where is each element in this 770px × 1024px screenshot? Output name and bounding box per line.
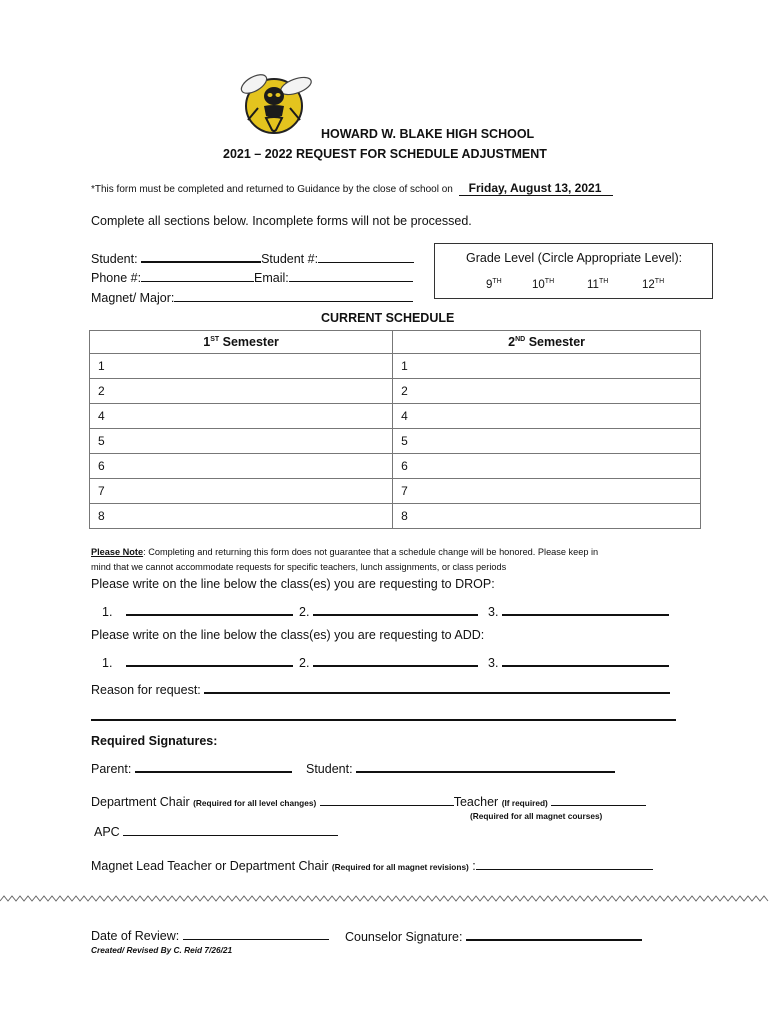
magnet-lead-row: Magnet Lead Teacher or Department Chair (Required for all magnet revisions) : xyxy=(91,858,653,873)
drop-prompt: Please write on the line below the class(es) you are requesting to DROP: xyxy=(91,577,495,591)
semester-2-header: 2ND Semester xyxy=(393,331,701,354)
school-name: HOWARD W. BLAKE HIGH SCHOOL xyxy=(321,127,535,141)
grade-9[interactable]: 9TH xyxy=(486,278,502,291)
student-signature-field[interactable] xyxy=(356,760,615,773)
grade-level-label: Grade Level (Circle Appropriate Level): xyxy=(466,251,683,265)
drop-item-1: 1. xyxy=(102,603,293,619)
sem1-period[interactable]: 2 xyxy=(90,379,393,404)
magnet-courses-note: (Required for all magnet courses) xyxy=(470,811,603,821)
magnet-major-field[interactable] xyxy=(174,290,413,302)
cut-line-divider xyxy=(0,895,770,903)
teacher-signature-field[interactable] xyxy=(551,794,646,806)
form-title: 2021 – 2022 REQUEST FOR SCHEDULE ADJUSTMENT xyxy=(223,147,547,161)
table-row xyxy=(90,379,701,404)
note-line-1: Please Note: Completing and returning this form does not guarantee that a schedule change will be honored. Please keep in xyxy=(91,547,599,557)
deadline-date: Friday, August 13, 2021 xyxy=(459,181,614,196)
hornet-mascot-logo xyxy=(232,66,320,136)
schedule-title: CURRENT SCHEDULE xyxy=(321,311,455,325)
add-field-3[interactable] xyxy=(502,654,669,667)
sem1-period[interactable]: 1 xyxy=(90,354,393,379)
parent-sig-row: Parent: xyxy=(91,760,292,776)
sem1-period[interactable]: 5 xyxy=(90,429,393,454)
phone-field[interactable] xyxy=(141,270,254,282)
deadline-text: *This form must be completed and returned to Guidance by the close of school on Friday, August 13, 2021 xyxy=(91,181,613,196)
sem2-period[interactable]: 2 xyxy=(393,379,701,404)
magnet-lead-signature-field[interactable] xyxy=(476,858,653,870)
drop-field-2[interactable] xyxy=(313,603,478,616)
student-number-field[interactable] xyxy=(318,251,414,263)
sem2-period[interactable]: 7 xyxy=(393,479,701,504)
drop-item-3: 3. xyxy=(488,603,669,619)
counselor-sig-row: Counselor Signature: xyxy=(345,928,642,944)
student-row: Student: Student #: xyxy=(91,250,414,266)
sem2-period[interactable]: 4 xyxy=(393,404,701,429)
semester-1-header: 1ST Semester xyxy=(90,331,393,354)
drop-field-1[interactable] xyxy=(126,603,293,616)
schedule-table xyxy=(89,330,701,529)
revision-note: Created/ Revised By C. Reid 7/26/21 xyxy=(91,945,233,955)
reason-field[interactable] xyxy=(204,681,670,694)
phone-row: Phone #: Email: xyxy=(91,270,413,285)
student-sig-row: Student: xyxy=(306,760,615,776)
sem2-period[interactable]: 8 xyxy=(393,504,701,529)
note-line-2: mind that we cannot accommodate requests for specific teachers, lunch assignments, or class periods xyxy=(91,562,507,572)
table-row xyxy=(90,479,701,504)
table-row xyxy=(90,354,701,379)
sem1-period[interactable]: 7 xyxy=(90,479,393,504)
sem1-period[interactable]: 6 xyxy=(90,454,393,479)
grade-level-box xyxy=(434,243,713,299)
grade-10[interactable]: 10TH xyxy=(532,278,555,291)
dept-chair-row: Department Chair (Required for all level changes) Teacher (If required) xyxy=(91,794,646,809)
table-row xyxy=(90,429,701,454)
table-row xyxy=(90,454,701,479)
add-item-1: 1. xyxy=(102,654,293,670)
parent-signature-field[interactable] xyxy=(135,760,292,773)
sem2-period[interactable]: 5 xyxy=(393,429,701,454)
sem2-period[interactable]: 6 xyxy=(393,454,701,479)
date-of-review-row: Date of Review: xyxy=(91,928,329,943)
instructions: Complete all sections below. Incomplete forms will not be processed. xyxy=(91,214,472,228)
magnet-row: Magnet/ Major: xyxy=(91,290,413,305)
drop-field-3[interactable] xyxy=(502,603,669,616)
add-field-1[interactable] xyxy=(126,654,293,667)
student-name-field[interactable] xyxy=(141,250,261,263)
table-row xyxy=(90,504,701,529)
reason-row: Reason for request: xyxy=(91,681,670,697)
grade-12[interactable]: 12TH xyxy=(642,278,665,291)
email-field[interactable] xyxy=(289,270,413,282)
sem1-period[interactable]: 4 xyxy=(90,404,393,429)
table-row xyxy=(90,404,701,429)
add-prompt: Please write on the line below the class(es) you are requesting to ADD: xyxy=(91,628,485,642)
counselor-signature-field[interactable] xyxy=(466,928,642,941)
dept-chair-signature-field[interactable] xyxy=(320,794,454,806)
add-field-2[interactable] xyxy=(313,654,478,667)
add-item-2: 2. xyxy=(299,654,478,670)
signatures-title: Required Signatures: xyxy=(91,734,218,748)
sem1-period[interactable]: 8 xyxy=(90,504,393,529)
date-of-review-field[interactable] xyxy=(183,928,329,940)
apc-signature-field[interactable] xyxy=(123,824,338,836)
sem2-period[interactable]: 1 xyxy=(393,354,701,379)
add-item-3: 3. xyxy=(488,654,669,670)
drop-item-2: 2. xyxy=(299,603,478,619)
reason-field-line-2[interactable] xyxy=(91,719,676,721)
apc-row: APC xyxy=(94,824,338,839)
grade-11[interactable]: 11TH xyxy=(587,278,609,291)
